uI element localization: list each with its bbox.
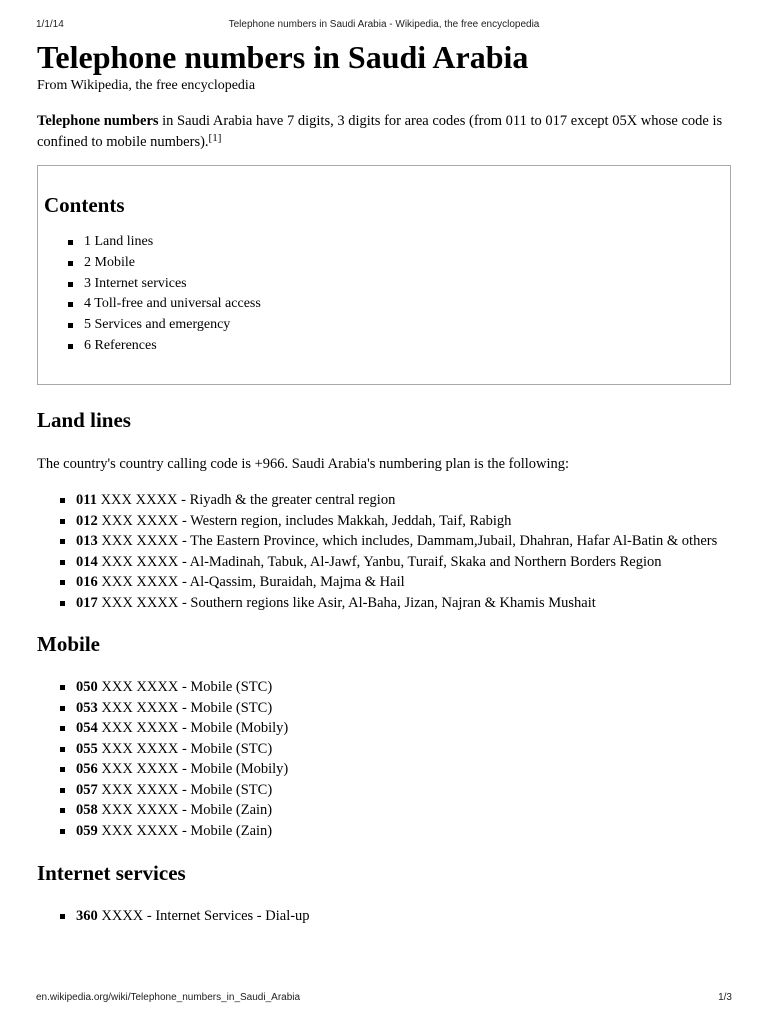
toc-item-toll-free[interactable]: 4 Toll-free and universal access xyxy=(84,294,730,315)
area-code: 056 xyxy=(76,761,98,777)
land-lines-intro: The country's country calling code is +966. Saudi Arabia's numbering plan is the following: xyxy=(37,456,570,472)
print-footer xyxy=(36,992,732,1006)
area-code: 014 xyxy=(76,553,98,570)
reference-link-1[interactable]: [1] xyxy=(208,132,222,144)
list-item xyxy=(76,593,737,614)
number-pattern: XXX XXXX xyxy=(97,802,179,818)
area-code: 013 xyxy=(76,533,98,549)
toc-heading: Contents xyxy=(44,193,125,217)
area-code: 360 xyxy=(76,908,98,924)
area-code: 055 xyxy=(76,740,98,757)
list-item xyxy=(76,531,737,552)
code-description: - Internet Services - Dial-up xyxy=(143,908,310,924)
code-description: - Southern regions like Asir, Al-Baha, Jizan, Najran & Khamis Mushait xyxy=(178,594,596,611)
mobile-list xyxy=(37,677,737,841)
toc-item-land-lines[interactable]: 1 Land lines xyxy=(84,232,730,253)
internet-services-list xyxy=(37,906,737,927)
print-url: en.wikipedia.org/wiki/Telephone_numbers_in_Saudi_Arabia xyxy=(36,992,301,1003)
toc-list xyxy=(44,232,730,357)
article-content xyxy=(37,38,737,927)
intro-text: in Saudi Arabia have 7 digits, 3 digits for area codes (from 011 to 017 except 05X whose code is confined to mobile numbers). xyxy=(37,113,723,150)
list-item xyxy=(76,800,737,821)
number-pattern: XXX XXXX xyxy=(97,740,179,757)
intro-paragraph xyxy=(37,111,737,153)
code-description: - Mobile (Mobily) xyxy=(178,720,289,736)
code-description: - Mobile (Mobily) xyxy=(178,761,289,777)
number-pattern: XXX XXXX xyxy=(97,720,179,736)
site-tagline: From Wikipedia, the free encyclopedia xyxy=(37,78,256,93)
code-description: - The Eastern Province, which includes, Dammam,Jubail, Dhahran, Hafar Al-Batin & others xyxy=(178,533,718,549)
code-description: - Mobile (Zain) xyxy=(178,802,273,818)
area-code: 053 xyxy=(76,699,98,716)
code-description: - Mobile (STC) xyxy=(178,679,273,695)
code-description: - Mobile (STC) xyxy=(178,699,273,716)
list-item xyxy=(76,572,737,593)
number-pattern: XXXX xyxy=(97,908,144,924)
list-item xyxy=(76,906,737,927)
number-pattern: XXX XXXX xyxy=(97,512,179,529)
area-code: 050 xyxy=(76,679,98,695)
page-title: Telephone numbers in Saudi Arabia xyxy=(37,39,529,75)
number-pattern: XXX XXXX xyxy=(97,679,179,695)
list-item xyxy=(76,821,737,842)
list-item xyxy=(76,780,737,801)
number-pattern: XXX XXXX xyxy=(97,761,179,777)
list-item xyxy=(76,718,737,739)
toc-item-services-emergency[interactable]: 5 Services and emergency xyxy=(84,315,730,336)
number-pattern: XXX XXXX xyxy=(97,553,179,570)
area-code: 017 xyxy=(76,594,98,611)
section-heading-internet-services: Internet services xyxy=(37,861,186,885)
intro-bold-term: Telephone numbers xyxy=(37,113,159,129)
area-code: 054 xyxy=(76,720,98,736)
number-pattern: XXX XXXX xyxy=(97,533,179,549)
code-description: - Mobile (STC) xyxy=(178,740,273,757)
number-pattern: XXX XXXX xyxy=(97,574,179,590)
land-lines-list xyxy=(37,490,737,613)
section-heading-land-lines: Land lines xyxy=(37,408,131,432)
area-code: 011 xyxy=(76,492,97,508)
area-code: 012 xyxy=(76,512,98,529)
list-item xyxy=(76,490,737,511)
area-code: 058 xyxy=(76,802,98,818)
list-item xyxy=(76,739,737,760)
toc-item-mobile[interactable]: 2 Mobile xyxy=(84,253,730,274)
number-pattern: XXX XXXX xyxy=(96,492,178,508)
list-item xyxy=(76,759,737,780)
code-description: - Al-Madinah, Tabuk, Al-Jawf, Yanbu, Turaif, Skaka and Northern Borders Region xyxy=(178,553,662,570)
list-item xyxy=(76,677,737,698)
list-item xyxy=(76,698,737,719)
section-heading-mobile: Mobile xyxy=(37,632,100,656)
area-code: 057 xyxy=(76,781,98,798)
code-description: - Riyadh & the greater central region xyxy=(177,492,396,508)
number-pattern: XXX XXXX xyxy=(97,781,179,798)
toc-item-internet-services[interactable]: 3 Internet services xyxy=(84,274,730,295)
code-description: - Mobile (STC) xyxy=(178,781,273,798)
toc-item-references[interactable]: 6 References xyxy=(84,336,730,357)
code-description: - Al-Qassim, Buraidah, Majma & Hail xyxy=(178,574,405,590)
print-header xyxy=(36,19,732,33)
code-description: - Western region, includes Makkah, Jeddah, Taif, Rabigh xyxy=(178,512,512,529)
list-item xyxy=(76,552,737,573)
area-code: 059 xyxy=(76,822,98,839)
code-description: - Mobile (Zain) xyxy=(178,822,273,839)
number-pattern: XXX XXXX xyxy=(97,699,179,716)
print-date: 1/1/14 xyxy=(36,19,64,30)
area-code: 016 xyxy=(76,574,98,590)
table-of-contents xyxy=(37,165,731,385)
number-pattern: XXX XXXX xyxy=(97,822,179,839)
print-page-title: Telephone numbers in Saudi Arabia - Wikipedia, the free encyclopedia xyxy=(228,19,540,30)
page-number: 1/3 xyxy=(718,992,732,1003)
number-pattern: XXX XXXX xyxy=(97,594,179,611)
list-item xyxy=(76,511,737,532)
